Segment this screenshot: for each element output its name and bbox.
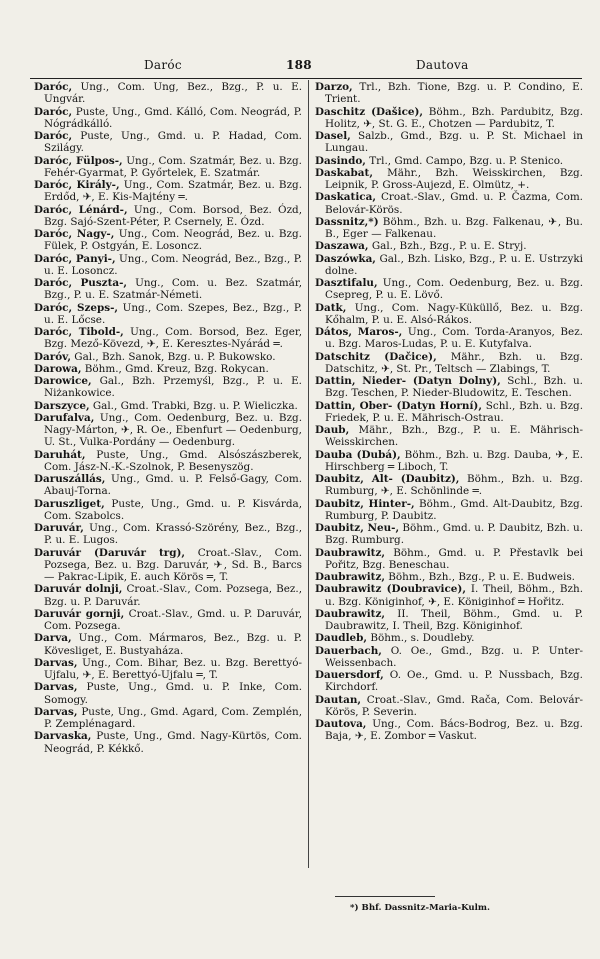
gazetteer-entry — [315, 498, 583, 523]
entry-details: Mähr., Bzh. u. Bzg. Datschitz, ✈, St. Pr., Teltsch — Zlabings, T. — [325, 350, 583, 375]
gazetteer-entry — [34, 449, 302, 474]
entry-headword: Daubrawitz, — [315, 546, 385, 559]
gazetteer-entry — [34, 400, 302, 412]
entry-headword: Daubrawitz (Doubravice), — [315, 583, 466, 596]
entry-details: Ung., Com. u. Bez. Szatmár, Bzg., P. u. E. Szatmár-Németi. — [44, 277, 302, 302]
gazetteer-entry — [315, 645, 583, 670]
entry-details: Böhm., s. Doudleby. — [367, 632, 475, 645]
entry-headword: Darowa, — [34, 362, 82, 375]
entry-details: Croat.-Slav., Gmd. Rača, Com. Belovár-Körös, P. Severin. — [325, 693, 583, 718]
entry-details: Ung., Com. Oedenburg, Bez. u. Bzg. Nagy-Márton, ✈, R. Oe., Ebenfurt — Oedenburg, U. St., Vulka-Pordány — Oedenburg. — [44, 411, 302, 449]
gazetteer-entry — [34, 326, 302, 351]
footnote-rule — [335, 896, 435, 897]
gazetteer-entry — [315, 400, 583, 425]
gazetteer-entry — [34, 302, 302, 327]
entry-details: Böhm., Bzh. Pardubitz, Bzg. Holitz, ✈, St. G. E., Chotzen — Pardubitz, T. — [325, 105, 583, 130]
entry-headword: Daróc, — [34, 130, 73, 142]
gazetteer-entry — [34, 130, 302, 155]
gazetteer-entry — [315, 155, 583, 167]
entry-headword: Darowice, — [34, 375, 92, 387]
gazetteer-entry — [315, 449, 583, 474]
entry-details: Croat.-Slav., Gmd. u. P. Čazma, Com. Belovár-Körös. — [325, 191, 583, 216]
gazetteer-entry — [34, 632, 302, 657]
gazetteer-entry — [34, 522, 302, 547]
gazetteer-entry — [315, 277, 583, 302]
entry-headword: Daudleb, — [315, 632, 368, 645]
gazetteer-entry — [34, 228, 302, 253]
entry-headword: Dautan, — [315, 693, 362, 706]
entry-details: Ung., Com. Ung, Bez., Bzg., P. u. E. Ungvár. — [44, 81, 302, 106]
entry-details: Trl., Gmd. Campo, Bzg. u. P. Stenico. — [365, 154, 564, 167]
gazetteer-entry — [34, 363, 302, 375]
entry-details: Ung., Com. Szatmár, Bez. u. Bzg. Fehér-Gyarmat, P. Győrtelek, E. Szatmár. — [44, 154, 302, 179]
gazetteer-entry — [315, 583, 583, 608]
gazetteer-entry — [315, 191, 583, 216]
page-header — [0, 58, 600, 76]
entry-headword: Dauerbach, — [315, 644, 382, 657]
entry-headword: Dátos, Maros-, — [315, 326, 403, 338]
entry-headword: Darvas, — [34, 705, 78, 718]
entry-headword: Darvas, — [34, 656, 78, 669]
gazetteer-entry — [315, 522, 583, 547]
gazetteer-entry — [34, 473, 302, 498]
entry-headword: Daruvár dolnji, — [34, 583, 123, 596]
entry-details: Böhm., Bzh., Bzg., P. u. E. Budweis. — [384, 571, 575, 583]
entry-details: Böhm., Bzh. u. Bzg. Dauba, ✈, E. Hirschberg ═ Liboch, T. — [325, 448, 583, 473]
entry-details: Puste, Ung., Gmd. u. P. Kisvárda, Com. Szabolcs. — [44, 497, 302, 522]
entry-headword: Daszawa, — [315, 240, 369, 253]
entry-details: Puste, Ung., Gmd. Kálló, Com. Neográd, P. Nógrádkálló. — [44, 105, 302, 130]
entry-headword: Dattin, Ober- (Datyn Horní), — [315, 399, 482, 412]
gazetteer-entry — [315, 547, 583, 572]
gazetteer-entry — [34, 204, 302, 229]
entry-headword: Daróc, Király-, — [34, 179, 120, 191]
entry-headword: Daskabat, — [315, 166, 373, 179]
entry-details: Böhm., Bzh. u. Bzg. Rumburg, ✈, E. Schönlinde ═. — [325, 473, 583, 498]
entry-details: Ung., Com. Oedenburg, Bez. u. Bzg. Csepreg, P. u. E. Lövő. — [325, 277, 583, 302]
entry-headword: Darvaska, — [34, 730, 92, 743]
entry-details: Ung., Com. Szepes, Bez., Bzg., P. u. E. Lőcse. — [44, 301, 302, 326]
entry-details: Croat.-Slav., Gmd. u. P. Daruvár, Com. Pozsega. — [44, 607, 302, 632]
header-left-word: Daróc — [144, 58, 182, 72]
entry-headword: Dauba (Dubá), — [315, 448, 401, 461]
gazetteer-entry — [315, 167, 583, 192]
column-divider — [308, 80, 309, 868]
entry-details: Ung., Com. Borsod, Bez. Ózd, Bzg. Sajó-Szent-Péter, P. Csernely, E. Ózd. — [44, 203, 302, 228]
entry-headword: Darvas, — [34, 681, 78, 694]
gazetteer-entry — [34, 277, 302, 302]
entry-details: Puste, Ung., Gmd. Alsószászberek, Com. Jász-N.-K.-Szolnok, P. Besenyszög. — [44, 448, 302, 473]
entry-details: Puste, Ung., Gmd. u. P. Inke, Com. Somogy. — [44, 681, 302, 706]
entry-details: Gal., Bzh., Bzg., P. u. E. Stryj. — [368, 240, 527, 253]
entry-details: Ung., Com. Bács-Bodrog, Bez. u. Bzg. Baja, ✈, E. Zombor ═ Vaskut. — [325, 718, 583, 743]
entry-headword: Daróc, Fülpos-, — [34, 154, 123, 167]
gazetteer-entry — [34, 681, 302, 706]
gazetteer-entry — [315, 130, 583, 155]
entry-details: O. Oe., Gmd. u. P. Nussbach, Bzg. Kirchdorf. — [325, 669, 583, 694]
footnote: *) Bhf. Dassnitz-Maria-Kulm. — [350, 903, 490, 913]
entry-headword: Daskatica, — [315, 191, 376, 204]
gazetteer-entry — [315, 571, 583, 583]
entry-headword: Dattin, Nieder- (Datyn Dolny), — [315, 375, 501, 387]
entry-headword: Daróc, Nagy-, — [34, 228, 115, 240]
entry-headword: Darzo, — [315, 81, 353, 93]
entry-headword: Dasel, — [315, 130, 351, 142]
entry-headword: Datschitz (Dačice), — [315, 350, 437, 363]
entry-headword: Daruhát, — [34, 448, 86, 461]
entry-details: Gal., Bzh. Przemyśl, Bzg., P. u. E. Niżankowice. — [44, 375, 302, 400]
gazetteer-entry — [315, 81, 583, 106]
gazetteer-entry — [34, 375, 302, 400]
entry-headword: Daubrawitz, — [315, 571, 385, 583]
entry-details: O. Oe., Gmd., Bzg. u. P. Unter-Weissenbach. — [325, 644, 583, 669]
gazetteer-entry — [34, 706, 302, 731]
header-right-word: Dautova — [416, 58, 469, 72]
entry-details: Ung., Com. Mármaros, Bez., Bzg. u. P. Kövesliget, E. Bustyaháza. — [44, 632, 302, 657]
entry-details: Puste, Ung., Gmd. u. P. Hadad, Com. Szilágy. — [44, 130, 302, 155]
entry-details: Schl., Bzh. u. Bzg. Teschen, P. Nieder-Bludowitz, E. Teschen. — [325, 375, 583, 400]
gazetteer-entry — [34, 155, 302, 180]
entry-details: Böhm., Gmd. Alt-Daubitz, Bzg. Rumburg, P. Daubitz. — [325, 497, 583, 522]
entry-headword: Daszówka, — [315, 252, 376, 265]
gazetteer-entry — [34, 351, 302, 363]
entry-headword: Daróc, Panyi-, — [34, 252, 116, 265]
gazetteer-entry — [315, 632, 583, 644]
entry-headword: Daubitz, Hinter-, — [315, 497, 415, 510]
entry-details: Gal., Bzh. Lisko, Bzg., P. u. E. Ustrzyki dolne. — [325, 252, 583, 277]
entry-headword: Dasztifalu, — [315, 277, 378, 289]
gazetteer-entry — [315, 326, 583, 351]
entry-headword: Daróc, Puszta-, — [34, 277, 128, 289]
gazetteer-entry — [315, 216, 583, 241]
entry-details: Gal., Gmd. Trabki, Bzg. u. P. Wieliczka. — [89, 399, 298, 412]
entry-headword: Darufalva, — [34, 411, 95, 424]
entry-headword: Dassnitz,*) — [315, 215, 379, 228]
entry-details: Trl., Bzh. Tione, Bzg. u. P. Condino, E. Trient. — [325, 81, 583, 106]
entry-headword: Datk, — [315, 301, 347, 314]
entry-details: Böhm., Bzh. u. Bzg. Falkenau, ✈, Bu. B., Eger — Falkenau. — [325, 215, 583, 240]
entry-details: Mähr., Bzh. Weisskirchen, Bzg. Leipnik, P. Gross-Aujezd, E. Olmütz, +. — [325, 166, 583, 191]
entry-headword: Daub, — [315, 424, 350, 436]
entry-details: Ung., Com. Nagy-Küküllő, Bez. u. Bzg. Kőhalm, P. u. E. Alsó-Rákos. — [325, 301, 583, 326]
entry-details: Böhm., Gmd. u. P. Daubitz, Bzh. u. Bzg. Rumburg. — [325, 522, 583, 547]
gazetteer-entry — [34, 412, 302, 449]
entry-details: Ung., Com. Bihar, Bez. u. Bzg. Berettyó-Ujfalu, ✈, E. Berettyó-Ujfalu ═, T. — [44, 656, 302, 681]
gazetteer-entry — [315, 351, 583, 376]
entry-headword: Daróc, — [34, 105, 73, 118]
entry-headword: Dauersdorf, — [315, 669, 384, 681]
right-column — [315, 81, 583, 743]
left-column — [34, 81, 302, 755]
entry-details: Ung., Com. Borsod, Bez. Eger, Bzg. Mező-Kövezd, ✈, E. Keresztes-Nyárád ═. — [44, 326, 302, 351]
entry-headword: Daróc, Tibold-, — [34, 326, 124, 338]
gazetteer-entry — [34, 583, 302, 608]
entry-details: Böhm., Gmd. Kreuz, Bzg. Rokycan. — [81, 362, 269, 375]
gazetteer-entry — [34, 253, 302, 278]
gazetteer-entry — [34, 657, 302, 682]
entry-details: II. Theil, Böhm., Gmd. u. P. Daubrawitz, I. Theil, Bzg. Königinhof. — [325, 607, 583, 632]
entry-details: Croat.-Slav., Com. Pozsega, Bez. u. Bzg. Daruvár, ✈, Sd. B., Barcs — Pakrac-Lipik, E. auch Körös ═, T. — [44, 546, 302, 583]
page-number: 188 — [286, 58, 312, 72]
entry-details: Ung., Com. Szatmár, Bez. u. Bzg. Erdőd, ✈, E. Kis-Majtény ═. — [44, 179, 302, 204]
gazetteer-entry — [34, 81, 302, 106]
entry-headword: Darszyce, — [34, 399, 90, 412]
entry-details: Böhm., Gmd. u. P. Přestavlk bei Pořitz, Bzg. Beneschau. — [325, 546, 583, 571]
gazetteer-entry — [315, 473, 583, 498]
entry-details: Ung., Com. Neográd, Bez., Bzg., P. u. E. Losoncz. — [44, 252, 302, 277]
entry-headword: Daubitz, Alt- (Daubitz), — [315, 473, 460, 485]
gazetteer-entry — [315, 106, 583, 131]
gazetteer-entry — [315, 302, 583, 327]
gazetteer-entry — [34, 547, 302, 584]
entry-headword: Daschitz (Dašice), — [315, 105, 424, 118]
entry-details: Ung., Com. Krassó-Szörény, Bez., Bzg., P. u. E. Lugos. — [44, 522, 302, 547]
entry-headword: Dasindo, — [315, 154, 366, 167]
gazetteer-entry — [34, 498, 302, 523]
entry-headword: Daubrawitz, — [315, 607, 385, 620]
gazetteer-entry — [34, 106, 302, 131]
gazetteer-entry — [315, 694, 583, 719]
entry-details: Ung., Com. Neográd, Bez. u. Bzg. Fülek, P. Ostgyán, E. Losoncz. — [44, 228, 302, 253]
entry-details: Croat.-Slav., Com. Pozsega, Bez., Bzg. u. P. Daruvár. — [44, 583, 302, 608]
gazetteer-entry — [34, 179, 302, 204]
entry-headword: Darva, — [34, 632, 72, 645]
gazetteer-entry — [315, 424, 583, 449]
entry-headword: Daruszliget, — [34, 497, 105, 510]
entry-details: Ung., Gmd. u. P. Felső-Gagy, Com. Abauj-Torna. — [44, 473, 302, 498]
gazetteer-entry — [34, 608, 302, 633]
entry-headword: Daróc, Lénárd-, — [34, 203, 128, 216]
entry-headword: Daróc, — [34, 81, 73, 93]
gazetteer-entry — [315, 240, 583, 252]
gazetteer-entry — [315, 608, 583, 633]
entry-details: Salzb., Gmd., Bzg. u. P. St. Michael in Lungau. — [325, 130, 583, 155]
entry-headword: Daruszállás, — [34, 473, 106, 485]
header-rule — [30, 78, 582, 79]
gazetteer-entry — [315, 718, 583, 743]
entry-details: Gal., Bzh. Sanok, Bzg. u. P. Bukowsko. — [70, 350, 276, 363]
entry-headword: Daruvár, — [34, 522, 84, 534]
gazetteer-entry — [34, 730, 302, 755]
entry-headword: Daróc, Szeps-, — [34, 301, 119, 314]
entry-details: Schl., Bzh. u. Bzg. Friedek, P. u. E. Mährisch-Ostrau. — [325, 399, 583, 424]
entry-details: I. Theil, Böhm., Bzh. u. Bzg. Königinhof, ✈, E. Königinhof ═ Hořitz. — [325, 583, 583, 608]
entry-details: Ung., Com. Torda-Aranyos, Bez. u. Bzg. Maros-Ludas, P. u. E. Kutyfalva. — [325, 326, 583, 351]
entry-headword: Daruvár gornji, — [34, 607, 125, 620]
entry-headword: Daruvár (Daruvár trg), — [34, 546, 186, 559]
gazetteer-entry — [315, 253, 583, 278]
entry-headword: Daróv, — [34, 350, 71, 363]
entry-headword: Dautova, — [315, 718, 367, 730]
entry-details: Puste, Ung., Gmd. Nagy-Kürtös, Com. Neográd, P. Kékkő. — [44, 730, 302, 755]
entry-details: Puste, Ung., Gmd. Agard, Com. Zemplén, P. Zemplénagard. — [44, 705, 302, 730]
gazetteer-entry — [315, 669, 583, 694]
gazetteer-entry — [315, 375, 583, 400]
entry-details: Mähr., Bzh., Bzg., P. u. E. Mährisch-Weisskirchen. — [325, 424, 583, 449]
entry-headword: Daubitz, Neu-, — [315, 522, 400, 534]
